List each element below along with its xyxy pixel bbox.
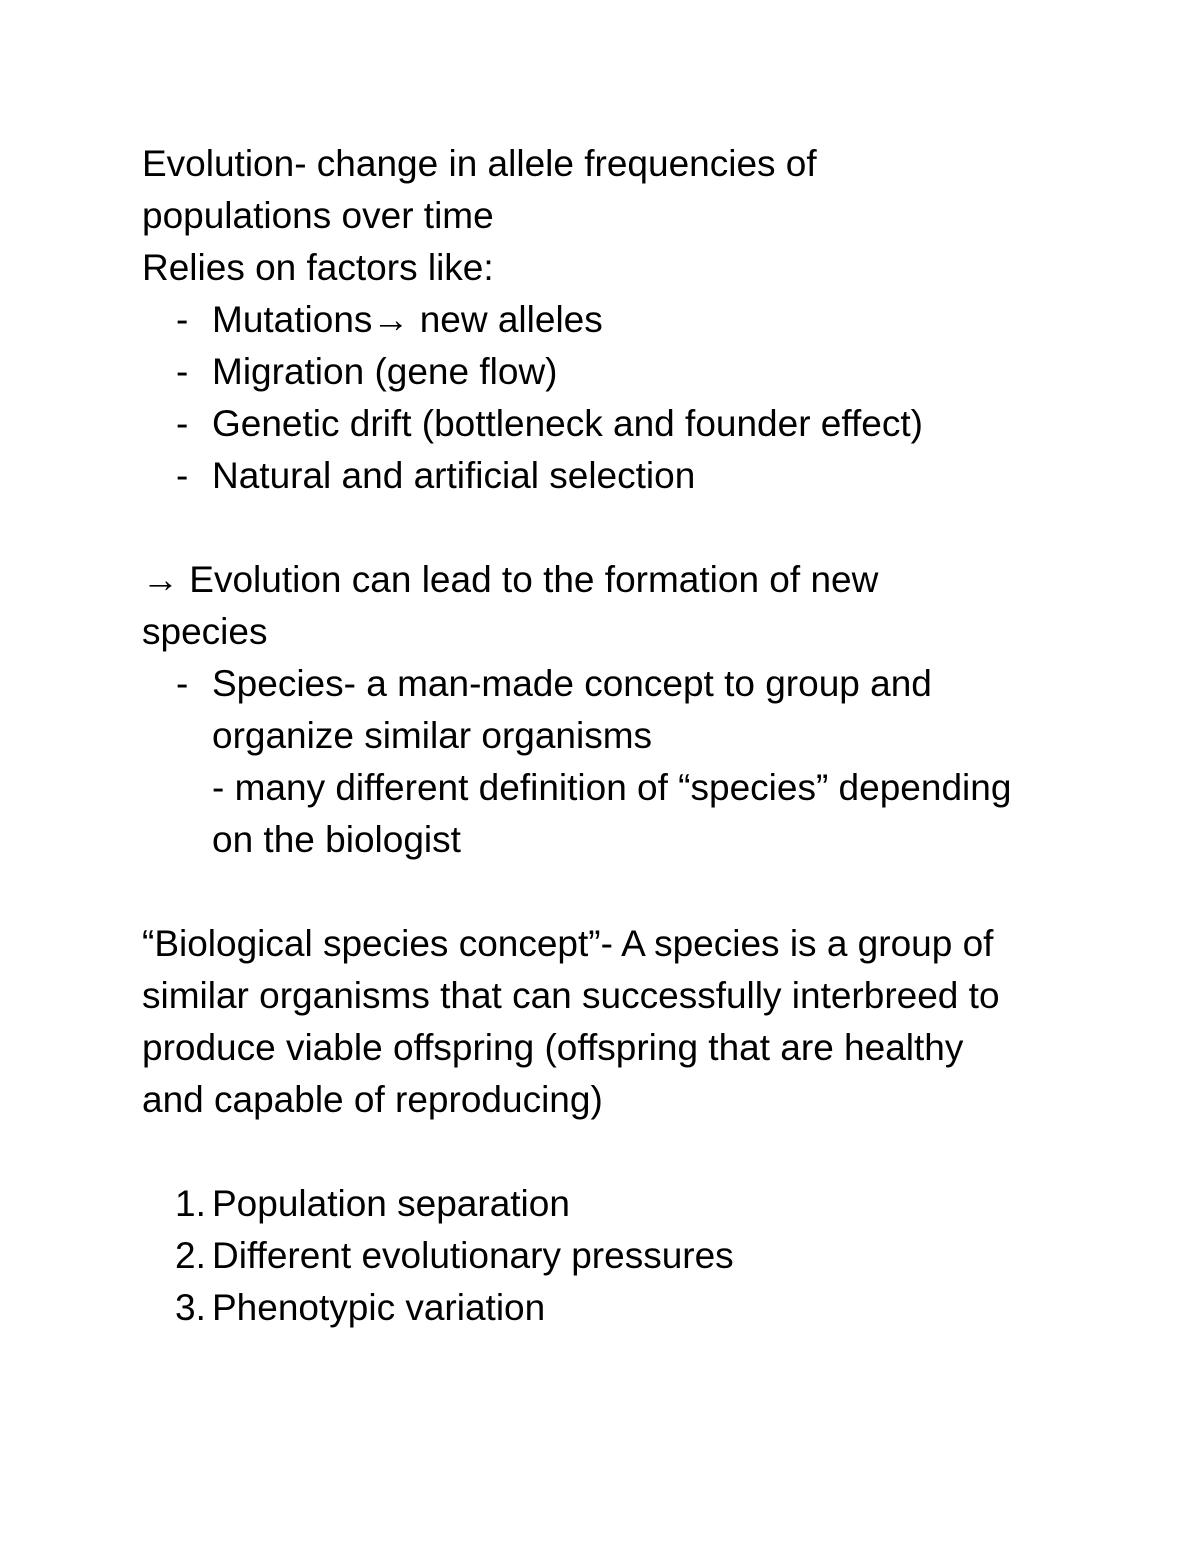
bullet-dash: -	[176, 403, 189, 444]
bsc-line: produce viable offspring (offspring that are healthy	[142, 1027, 964, 1068]
list-item	[142, 346, 1082, 398]
speciation-line-2: species	[142, 611, 268, 652]
step-text: Phenotypic variation	[212, 1287, 546, 1328]
factor-text: Mutations→ new alleles	[212, 299, 603, 340]
factor-text: Migration (gene flow)	[212, 351, 558, 392]
bsc-line: and capable of reproducing)	[142, 1079, 603, 1120]
spacer	[142, 1126, 1082, 1178]
bullet-dash: -	[176, 351, 189, 392]
list-item	[142, 1178, 1082, 1230]
species-definition-line: Species- a man-made concept to group and	[212, 663, 932, 704]
spacer	[142, 502, 1082, 554]
spacer	[142, 866, 1082, 918]
list-item	[142, 450, 1082, 502]
list-item	[142, 1282, 1082, 1334]
document-body	[142, 138, 1082, 1334]
species-note-line: - many different definition of “species” depending	[212, 767, 1012, 808]
species-definition-line: organize similar organisms	[212, 715, 653, 756]
bsc-line: similar organisms that can successfully interbreed to	[142, 975, 1000, 1016]
factors-list	[142, 294, 1082, 502]
factor-text: Genetic drift (bottleneck and founder effect)	[212, 403, 923, 444]
intro-line-2: populations over time	[142, 195, 494, 236]
step-number: 1.	[175, 1183, 206, 1224]
bullet-dash: -	[176, 299, 189, 340]
steps-list	[142, 1178, 1082, 1334]
list-item	[142, 398, 1082, 450]
intro-line-3: Relies on factors like:	[142, 247, 494, 288]
list-item	[142, 294, 1082, 346]
list-item	[142, 1230, 1082, 1282]
factor-text: Natural and artificial selection	[212, 455, 696, 496]
speciation-line-1: → Evolution can lead to the formation of new	[142, 559, 879, 600]
bullet-dash: -	[176, 663, 189, 704]
intro-line-1: Evolution- change in allele frequencies of	[142, 143, 817, 184]
step-text: Population separation	[212, 1183, 570, 1224]
species-note-line: on the biologist	[212, 819, 461, 860]
list-item	[142, 658, 1082, 866]
step-number: 3.	[175, 1287, 206, 1328]
bsc-line: “Biological species concept”- A species is a group of	[142, 923, 994, 964]
step-number: 2.	[175, 1235, 206, 1276]
species-list	[142, 658, 1082, 866]
bullet-dash: -	[176, 455, 189, 496]
step-text: Different evolutionary pressures	[212, 1235, 734, 1276]
